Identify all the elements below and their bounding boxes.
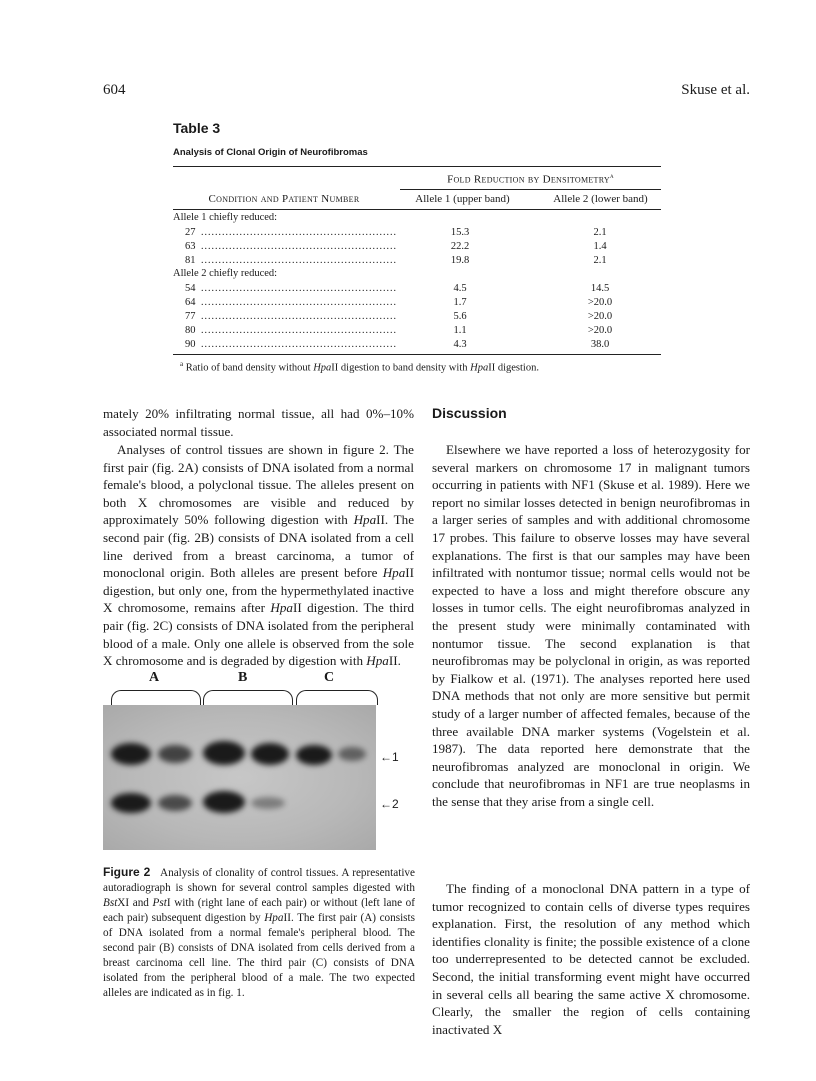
- band: [111, 743, 151, 765]
- band: [203, 791, 245, 813]
- figure-label-b: B: [238, 670, 248, 685]
- table-bottom-rule: [173, 354, 661, 355]
- table-row: 81 ........................................................ 19.8 2.1: [185, 255, 607, 266]
- brace-a: [111, 690, 201, 705]
- table-row: 90 ........................................................ 4.3 38.0: [185, 339, 610, 350]
- band: [338, 747, 366, 761]
- col-header-allele1: Allele 1 (upper band): [415, 193, 510, 205]
- table-row: 77 ........................................................ 5.6 >20.0: [185, 311, 613, 322]
- figure-label-c: C: [324, 670, 335, 685]
- figure-2-caption: Figure 2 Analysis of clonality of control tissues. A representative autoradiograph is shown for several control samples digested with BstXI and PstI with (right lane of each pair) or without (left lane of each pair) subsequent digestion by HpaII. The first pair (A) consists of DNA isolated from a normal female's peripheral blood. The second pair (B) consists of DNA isolated from cells derived from a breast carcinoma cell line. The third pair (C) consists of DNA isolated from the peripheral blood of a male. The two expected alleles are indicated as in fig. 1.: [103, 865, 415, 999]
- table-row: 63 ........................................................ 22.2 1.4: [185, 241, 607, 252]
- table-caption: Analysis of Clonal Origin of Neurofibromas: [173, 147, 368, 158]
- discussion-para-1: Elsewhere we have reported a loss of heterozygosity for several markers on chromosome 17 in malignant tumors occurring in patients with NF1 (Skuse et al. 1989). Here we report no similar losses detected in benign neurofibromas in a larger series of samples and with additional chromosome 17 probes. This failure to observe losses may have several explanations. The first is that our samples may have been infiltrated with nontumor tissue; normal cells would not be expected to have a loss and might therefore obscure any losses in tumor cells. The eight neurofibromas analyzed in the present study were minimally contaminated with nontumor tissue. The second explanation is that neurofibromas may be polyclonal in origin, as was reported by Fialkow et al. (1971). The analyses reported here used DNA methods that not only are more sensitive but permit study of a larger number of affected females, because of the three available DNA marker systems (Vogelstein et al. 1987). The data reported here demonstrate that the neurofibromas analyzed are monoclonal in origin. We conclude that neurofibromas in NF1 are true neoplasms in the sense that they arise from a single cell.: [432, 442, 750, 809]
- brace-b: [203, 690, 293, 705]
- band: [158, 745, 192, 763]
- col-header-allele2: Allele 2 (lower band): [553, 193, 648, 205]
- band: [251, 743, 289, 765]
- table-row: 64 ........................................................ 1.7 >20.0: [185, 297, 613, 308]
- col-header-condition: Condition and Patient Number: [208, 193, 360, 205]
- group-label: Allele 1 chiefly reduced:: [173, 212, 278, 223]
- table-top-rule: [173, 166, 661, 167]
- table-label: Table 3: [173, 120, 221, 136]
- figure-label-a: A: [149, 670, 160, 685]
- group-label: Allele 2 chiefly reduced:: [173, 268, 278, 279]
- left-para-1: mately 20% infiltrating normal tissue, all had 0%–10% associated normal tissue.: [103, 406, 414, 439]
- group-header: Fold Reduction by Densitometry$^a$: [447, 172, 614, 186]
- allele-1-arrow: ←1: [380, 750, 399, 764]
- band: [296, 745, 332, 765]
- band: [203, 741, 245, 765]
- table-row: 80 ........................................................ 1.1 >20.0: [185, 325, 613, 336]
- figure-2-autoradiograph: [103, 670, 415, 850]
- band: [251, 797, 285, 809]
- discussion-para-2: The finding of a monoclonal DNA pattern in a type of tumor recognized to contain cells of diverse types requires explanation. First, the resolution of any method which identifies clonality is finite; the possible existence of a clone too underrepresented to be detected cannot be excluded. Second, the initial transforming event might have occurred in several cells all bearing the same active X chromosome. Clearly, the smaller the region of cells containing inactivated X: [432, 881, 750, 1037]
- band: [158, 795, 192, 811]
- left-para-2: Analyses of control tissues are shown in figure 2. The first pair (fig. 2A) consists of DNA isolated from a normal female's blood, a polyclonal tissue. The alleles present on both X chromosomes are visible and reduced by approximately 50% following digestion with HpaII. The second pair (fig. 2B) consists of DNA isolated from a cell line derived from a breast carcinoma, a tumor of monoclonal origin. Both alleles are present before HpaII digestion, but only one, from the hypermethylated inactive X chromosome, remains after HpaII digestion. The third pair (fig. 2C) consists of DNA isolated from the peripheral blood of a male. Only one allele is observed from the sole X chromosome and is degraded by digestion with HpaII.: [103, 442, 415, 669]
- page-number: 604: [103, 82, 126, 98]
- table-row: 27 ........................................................ 15.3 2.1: [185, 227, 607, 238]
- table-footnote: $^a$ Ratio of band density without HpaII digestion to band density with HpaII digestion.: [180, 360, 539, 374]
- running-title: Skuse et al.: [681, 82, 750, 98]
- group-header-rule: [400, 189, 661, 190]
- band: [111, 793, 151, 813]
- discussion-heading: Discussion: [432, 405, 507, 421]
- header-bottom-rule: [173, 209, 661, 210]
- brace-c: [296, 690, 378, 705]
- table-row: 54 ........................................................ 4.5 14.5: [185, 283, 610, 294]
- gel-image: [103, 705, 376, 850]
- allele-2-arrow: ←2: [380, 797, 399, 811]
